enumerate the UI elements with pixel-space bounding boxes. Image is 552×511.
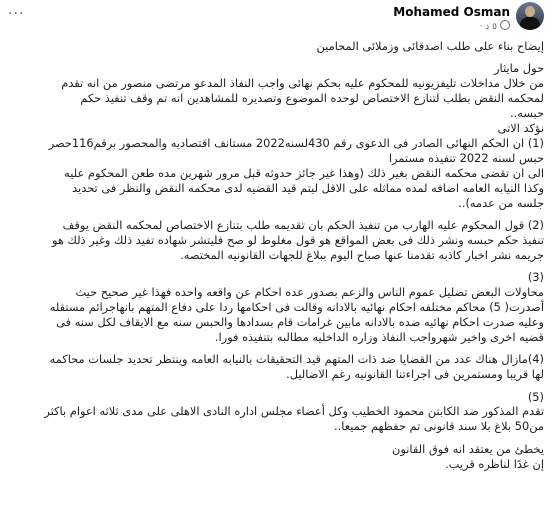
post-text [4,39,544,472]
post-text-line: نؤكد الاتى [497,121,544,136]
post-text-line: (2) قول المحكوم عليه الهارب من تنفيذ الحكم بان تقديمه طلب بتنازع الاختصاص لمحكمه النقض يوقف [62,217,544,232]
blank-line [4,345,544,353]
post-text-line: وكذا النيابه العامه اضافه لمده مماثله على الاقل ليتم قيد القضيه لدى محكمه النقض والنظر فى تحديد [72,180,544,195]
blank-line [4,263,544,271]
post-text-line: جلسه من عدمه).. [458,195,544,210]
post-text-line: إن غدًا لناظره قريب. [445,456,544,471]
post-text-line: حبس لسنه 2022 تنفيذه مستمرا [388,150,544,165]
more-options-icon[interactable]: ··· [8,6,25,22]
avatar-head [525,6,535,17]
blank-line [4,54,544,62]
post-text-line: الى ان تقضى محكمه النقض بغير ذلك (وهذا غير جائز حدوثه قبل مرور شهرين مده طعن المحكوم عليه [64,165,544,180]
post-text-line: لمحكمه النقض بطلب لتنازع الاختصاص لوحده الموضوع وتصديره للمشاهدين انه تم وقف تنفيذ حكم [80,91,544,106]
avatar[interactable] [516,2,544,30]
post-text-line: يخطئ من يعتقد انه فوق القانون [392,441,544,456]
blank-line [4,382,544,390]
post-text-line: (1) ان الحكم النهائى الصادر فى الدعوى رقم 430لسنه2022 مستانف اقتصاديه والمحصور برقم116حصر [48,135,544,150]
post-text-line: إيضاح بناء على طلب اصدقائى وزملائى المحامين [316,39,544,53]
post-text-line: محاولات البعض تضليل عموم الناس والزعم بصدور عده احكام عن واقعه واحده فهذا غير صحيح حيث [75,285,544,300]
post-header [0,0,552,34]
post-meta[interactable] [480,20,510,32]
post-text-line: من50 بلاغ بلا سند قانونى تم حفظهم جميعا.. [334,419,544,434]
blank-line [4,434,544,442]
avatar-body [520,17,540,30]
post-text-line: لها قريبا ومستمرين فى اجراءتنا القانونيه رغم الاضاليل. [286,367,544,382]
post-text-line: (3) [527,270,544,285]
author-name[interactable]: Mohamed Osman [393,5,510,19]
post-text-line: حول مايثار [494,61,544,76]
globe-icon [500,20,510,30]
post-text-line: أصدرت( 5) محاكم مختلفه احكام نهائيه بالادانه وقالت فى احكامها ردا على دفاع المتهم بانهاجرائم مستقله [49,300,544,314]
post-text-line: جريمه نشر اخبار كاذبه تقدمنا عنها صباح اليوم ببلاغ للجهات القانونيه المختصه. [180,247,544,262]
post-text-line: قضيه اخرى واخير شهرواجب النفاذ وزاره الداخليه مطالبه بتنفيذه فورا. [214,329,544,344]
post-text-line: من خلال مداخلات تليفزيونيه للمحكوم عليه بحكم نهائى واجب النفاذ المدعو مرتضى منصور من انه تقدم [61,76,544,91]
post-time: ٥ د · [479,22,497,32]
blank-line [4,210,544,218]
post-text-line: تنفيذ حكم حبسه ونشر ذلك فى بعض المواقع هو قول مغلوط لو صح فليتشر شهاده تفيد ذلك وغير ذلك هو [51,232,544,247]
post-text-line: (4)مازال هناك عدد من القضايا ضد ذات المتهم قيد التحقيقات بالنيابه العامه وينتظر تحديد جلسات محاكمه [49,352,544,367]
post-text-line: وعليه صدرت احكام نهائيه ضده بالادانه مابين غرامات قام بسدادها والحبس سنه مع الايقاف لكل سنه فى [56,314,544,329]
post-text-line: حبسه.. [510,106,544,121]
post-text-line: تقدم المذكور ضد الكابتن محمود الخطيب وكل أعضاء مجلس اداره النادى الاهلى على مدى ثلاثه اعوام باكثر [44,404,544,419]
post-text-line: (5) [527,389,544,404]
